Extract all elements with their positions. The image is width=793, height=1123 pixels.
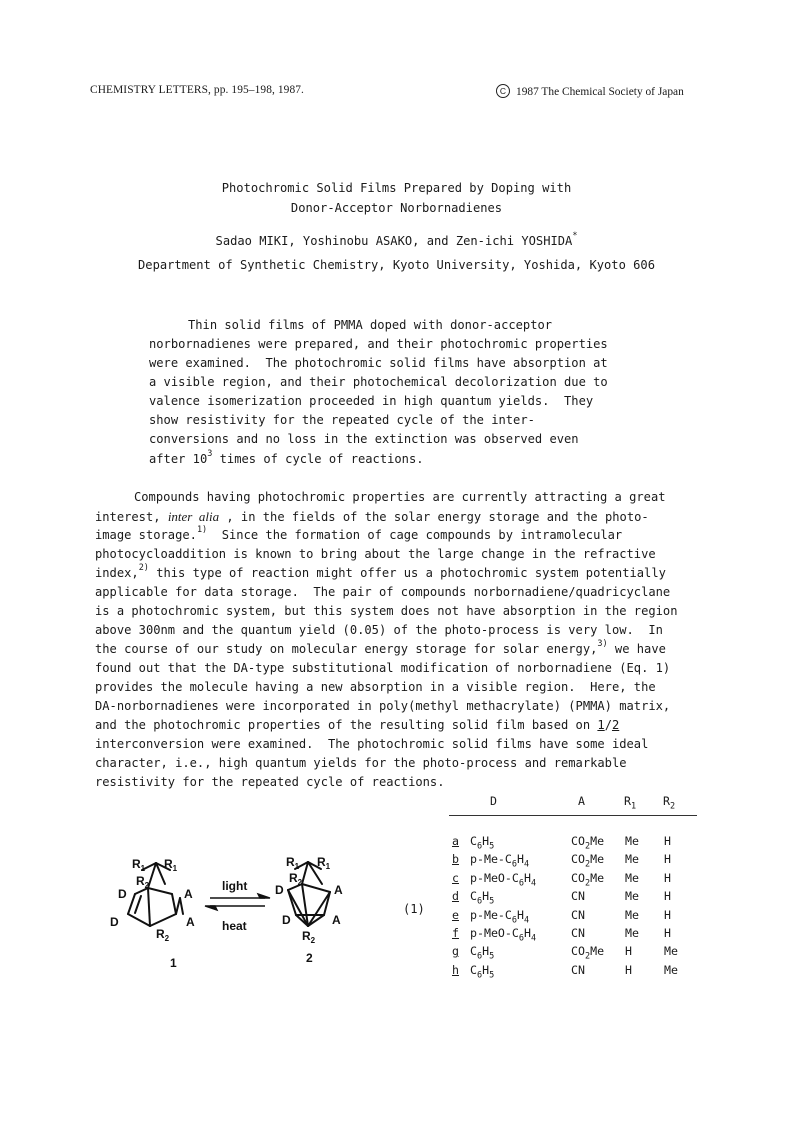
acceptor-text: Me bbox=[590, 852, 605, 866]
subscript: 4 bbox=[530, 933, 537, 944]
body-text: / bbox=[604, 718, 612, 732]
subscript: 2 bbox=[584, 951, 591, 962]
column-header-d: D bbox=[490, 794, 497, 808]
reference-mark: 3) bbox=[597, 638, 608, 649]
subscript: 5 bbox=[489, 896, 495, 907]
r2-cell: Me bbox=[664, 944, 678, 958]
donor-label: D bbox=[282, 913, 291, 927]
acceptor-label: A bbox=[184, 887, 193, 901]
acceptor-cell bbox=[571, 852, 605, 870]
substituent-r1-label: $R_1$ bbox=[132, 857, 146, 873]
r2-cell: H bbox=[664, 908, 671, 922]
donor-text: p-MeO-C bbox=[470, 871, 519, 885]
donor-text: C bbox=[470, 834, 477, 848]
reference-mark: 1) bbox=[196, 524, 208, 535]
r1-cell: Me bbox=[625, 871, 639, 885]
header-text: R bbox=[624, 794, 631, 808]
body-text: interest, bbox=[95, 510, 168, 524]
acceptor-cell bbox=[571, 871, 605, 889]
body-line bbox=[95, 562, 666, 580]
acceptor-text: CO bbox=[571, 944, 585, 958]
header-text: R bbox=[663, 794, 670, 808]
author-list bbox=[0, 230, 793, 248]
reaction-scheme bbox=[110, 840, 410, 980]
body-text: image storage. bbox=[95, 528, 197, 542]
subscript: 6 bbox=[511, 859, 518, 870]
acceptor-label: A bbox=[332, 913, 341, 927]
body-line: provides the molecule having a new absorption in a visible region. Here, the bbox=[95, 680, 656, 694]
acceptor-text: CN bbox=[571, 926, 585, 940]
donor-cell bbox=[470, 889, 495, 907]
r1-cell: Me bbox=[625, 926, 639, 940]
substituent-r2-label: $R_2$ bbox=[302, 929, 316, 945]
donor-text: H bbox=[524, 926, 531, 940]
r1-cell: Me bbox=[625, 852, 639, 866]
donor-text: C bbox=[470, 944, 477, 958]
copyright-line bbox=[496, 84, 684, 98]
donor-label: D bbox=[110, 915, 119, 929]
subscript: 5 bbox=[489, 841, 495, 852]
header-subscript: 2 bbox=[669, 801, 676, 812]
abstract-line: show resistivity for the repeated cycle of the inter- bbox=[149, 413, 535, 427]
body-text: this type of reaction might offer us a photochromic system potentially bbox=[148, 566, 666, 580]
subscript: 2 bbox=[584, 878, 591, 889]
row-id: a bbox=[452, 834, 459, 848]
subscript: 5 bbox=[489, 951, 495, 962]
body-text: and the photochromic properties of the resulting solid film based on bbox=[95, 718, 598, 732]
abstract-line: were examined. The photochromic solid films have absorption at bbox=[149, 356, 608, 370]
subscript: 6 bbox=[476, 841, 483, 852]
r2-cell: H bbox=[664, 889, 671, 903]
heat-label: heat bbox=[222, 919, 247, 933]
subscript: 6 bbox=[518, 933, 524, 944]
donor-cell bbox=[470, 944, 495, 962]
body-line: Compounds having photochromic properties are currently attracting a great bbox=[134, 490, 666, 504]
acceptor-text: CO bbox=[571, 871, 585, 885]
subscript: 4 bbox=[524, 915, 530, 926]
copyright-icon: C bbox=[496, 84, 510, 98]
r2-cell: H bbox=[664, 926, 671, 940]
row-id: c bbox=[452, 871, 459, 885]
acceptor-cell bbox=[571, 908, 585, 922]
superscript: 3 bbox=[207, 448, 213, 459]
subscript: 6 bbox=[518, 878, 524, 889]
equation-number: (1) bbox=[403, 902, 425, 916]
italic-phrase: inter alia bbox=[167, 509, 220, 524]
donor-text: H bbox=[524, 871, 531, 885]
donor-text: p-Me-C bbox=[470, 908, 512, 922]
donor-text: p-MeO-C bbox=[470, 926, 519, 940]
body-line bbox=[95, 638, 666, 656]
subscript: 4 bbox=[524, 859, 530, 870]
donor-cell bbox=[470, 871, 537, 889]
subscript: 6 bbox=[476, 970, 483, 981]
abstract-text: after 10 bbox=[149, 452, 208, 466]
corresponding-author-mark: * bbox=[572, 230, 578, 241]
abstract-line: norbornadienes were prepared, and their photochromic properties bbox=[149, 337, 608, 351]
body-line: interconversion were examined. The photochromic solid films have some ideal bbox=[95, 737, 649, 751]
acceptor-text: Me bbox=[590, 834, 605, 848]
table-rule bbox=[449, 815, 697, 816]
body-line: found out that the DA-type substitutional modification of norbornadiene (Eq. 1) bbox=[95, 661, 671, 675]
abstract-line: Thin solid films of PMMA doped with donor-acceptor bbox=[188, 318, 553, 332]
compound-number: 1 bbox=[597, 718, 605, 732]
subscript: 6 bbox=[511, 915, 518, 926]
r1-cell: Me bbox=[625, 834, 639, 848]
row-id: b bbox=[452, 852, 459, 866]
substituent-r2-label: $R_2$ bbox=[136, 874, 150, 890]
light-label: light bbox=[222, 879, 248, 893]
affiliation: Department of Synthetic Chemistry, Kyoto University, Yoshida, Kyoto 606 bbox=[138, 258, 655, 272]
acceptor-cell bbox=[571, 944, 605, 962]
body-line: photocycloaddition is known to bring about the large change in the refractive bbox=[95, 547, 656, 561]
acceptor-cell bbox=[571, 889, 585, 903]
acceptor-text: CO bbox=[571, 852, 585, 866]
row-id: d bbox=[452, 889, 459, 903]
donor-cell bbox=[470, 852, 530, 870]
donor-cell bbox=[470, 908, 530, 926]
acceptor-text: Me bbox=[590, 944, 605, 958]
acceptor-cell bbox=[571, 926, 585, 940]
body-text: the course of our study on molecular energy storage for solar energy, bbox=[95, 642, 598, 656]
row-id: e bbox=[452, 908, 459, 922]
subscript: 2 bbox=[584, 841, 591, 852]
donor-label: D bbox=[275, 883, 284, 897]
acceptor-text: CN bbox=[571, 908, 585, 922]
body-line: DA-norbornadienes were incorporated in poly(methyl methacrylate) (PMMA) matrix, bbox=[95, 699, 671, 713]
acceptor-cell bbox=[571, 963, 585, 977]
donor-cell bbox=[470, 926, 537, 944]
r1-cell: Me bbox=[625, 908, 639, 922]
subscript: 6 bbox=[476, 896, 483, 907]
copyright-text: 1987 The Chemical Society of Japan bbox=[516, 86, 684, 98]
subscript: 2 bbox=[584, 859, 591, 870]
substituent-r1-label: $R_1$ bbox=[286, 855, 300, 871]
body-line bbox=[95, 718, 619, 732]
reference-mark: 2) bbox=[138, 562, 149, 573]
body-text: Since the formation of cage compounds by intramolecular bbox=[207, 528, 623, 542]
equilibrium-arrows bbox=[205, 894, 270, 910]
body-line: resistivity for the repeated cycle of reactions. bbox=[95, 775, 445, 789]
r1-cell: H bbox=[625, 963, 632, 977]
header-subscript: 1 bbox=[630, 801, 637, 812]
abstract-line: a visible region, and their photochemical decolorization due to bbox=[149, 375, 608, 389]
body-line: character, i.e., high quantum yields for the photo-process and remarkable bbox=[95, 756, 627, 770]
row-id: g bbox=[452, 944, 459, 958]
acceptor-text: CO bbox=[571, 834, 585, 848]
substituent-r1-label: $R_1$ bbox=[164, 857, 178, 873]
r2-cell: H bbox=[664, 852, 671, 866]
row-id: h bbox=[452, 963, 459, 977]
substituent-r2-label: $R_2$ bbox=[156, 927, 170, 943]
compound-label-1: 1 bbox=[170, 956, 177, 970]
donor-text: H bbox=[482, 944, 490, 958]
donor-cell bbox=[470, 834, 495, 852]
subscript: 4 bbox=[530, 878, 537, 889]
body-line bbox=[95, 524, 623, 542]
r2-cell: Me bbox=[664, 963, 678, 977]
body-text: we have bbox=[607, 642, 666, 656]
donor-text: H bbox=[482, 963, 490, 977]
paper-title-line-1: Photochromic Solid Films Prepared by Doping with bbox=[221, 181, 572, 195]
donor-text: H bbox=[482, 834, 490, 848]
donor-text: H bbox=[517, 908, 524, 922]
author-names: Sadao MIKI, Yoshinobu ASAKO, and Zen-ichi YOSHIDA bbox=[215, 234, 573, 248]
abstract-line: valence isomerization proceeded in high quantum yields. They bbox=[149, 394, 594, 408]
acceptor-cell bbox=[571, 834, 605, 852]
abstract-line bbox=[149, 448, 424, 466]
compound-number: 2 bbox=[611, 718, 620, 732]
substituent-r1-label: $R_1$ bbox=[317, 855, 331, 871]
donor-text: H bbox=[517, 852, 524, 866]
donor-cell bbox=[470, 963, 495, 981]
subscript: 6 bbox=[476, 951, 483, 962]
acceptor-label: A bbox=[334, 883, 343, 897]
substituent-r2-label: $R_2$ bbox=[289, 871, 303, 887]
body-line: is a photochromic system, but this system does not have absorption in the region bbox=[95, 604, 678, 618]
r1-cell: H bbox=[625, 944, 632, 958]
acceptor-text: CN bbox=[571, 963, 585, 977]
subscript: 5 bbox=[489, 970, 495, 981]
body-text: , in the fields of the solar energy storage and the photo- bbox=[219, 510, 649, 524]
acceptor-label: A bbox=[186, 915, 195, 929]
body-line: above 300nm and the quantum yield (0.05) of the photo-process is very low. In bbox=[95, 623, 663, 637]
column-header-r1 bbox=[624, 794, 637, 812]
acceptor-text: Me bbox=[590, 871, 605, 885]
donor-text: C bbox=[470, 889, 477, 903]
abstract-text: times of cycle of reactions. bbox=[212, 452, 424, 466]
r2-cell: H bbox=[664, 871, 671, 885]
body-line bbox=[95, 509, 649, 525]
donor-text: p-Me-C bbox=[470, 852, 512, 866]
body-text: index, bbox=[95, 566, 139, 580]
body-line: applicable for data storage. The pair of compounds norbornadiene/quadricyclane bbox=[95, 585, 671, 599]
donor-text: C bbox=[470, 963, 477, 977]
column-header-r2 bbox=[663, 794, 676, 812]
r1-cell: Me bbox=[625, 889, 639, 903]
column-header-a: A bbox=[578, 794, 585, 808]
abstract-line: conversions and no loss in the extinction was observed even bbox=[149, 432, 579, 446]
journal-citation: CHEMISTRY LETTERS, pp. 195–198, 1987. bbox=[90, 84, 305, 96]
compound-label-2: 2 bbox=[306, 951, 313, 965]
paper-title-line-2: Donor-Acceptor Norbornadienes bbox=[290, 201, 503, 215]
acceptor-text: CN bbox=[571, 889, 585, 903]
donor-label: D bbox=[118, 887, 127, 901]
row-id: f bbox=[452, 926, 459, 940]
r2-cell: H bbox=[664, 834, 671, 848]
donor-text: H bbox=[482, 889, 490, 903]
